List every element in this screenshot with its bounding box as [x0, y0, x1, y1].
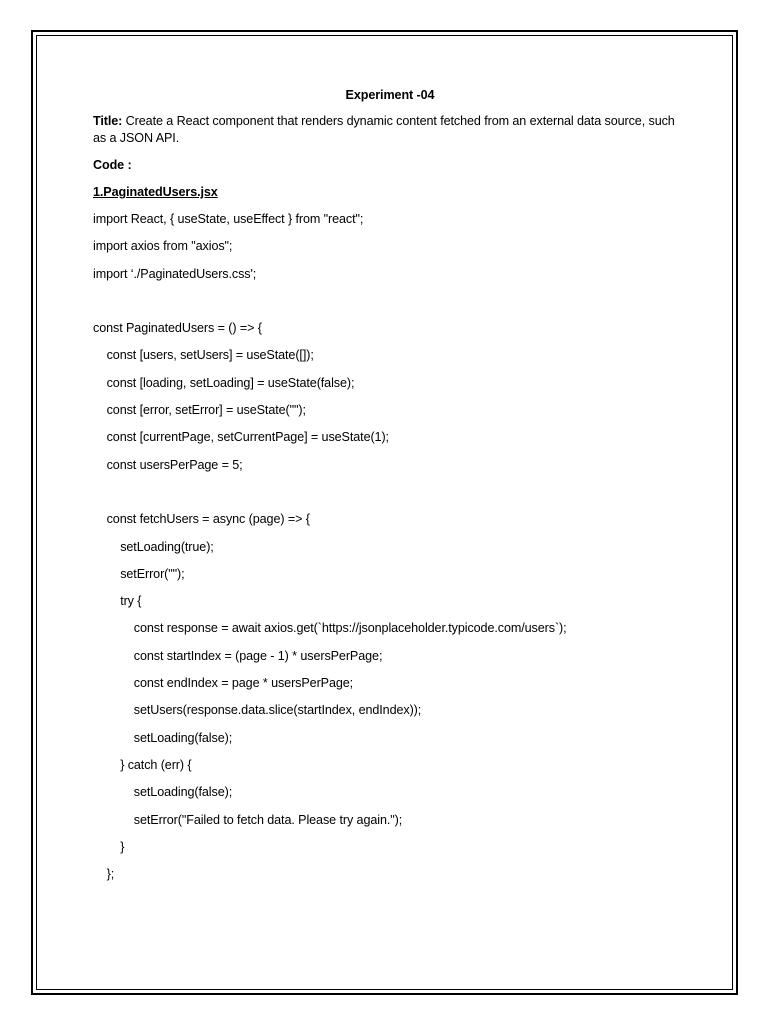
document-body [93, 86, 683, 893]
code-line: setError(""); [93, 566, 185, 581]
experiment-heading: Experiment -04 [345, 88, 435, 102]
code-line: const [loading, setLoading] = useState(false); [93, 375, 355, 390]
code-line: const [currentPage, setCurrentPage] = useState(1); [93, 430, 389, 445]
code-line: try { [93, 594, 142, 609]
code-line [93, 484, 683, 511]
code-line: const endIndex = page * usersPerPage; [93, 676, 354, 691]
code-line: const fetchUsers = async (page) => { [93, 512, 310, 527]
code-line: import React, { useState, useEffect } from "react"; [93, 212, 364, 226]
title-text: Create a React component that renders dynamic content fetched from an external data source, such as a JSON API. [93, 114, 675, 145]
code-line: const [users, setUsers] = useState([]); [93, 348, 314, 363]
code-line [93, 293, 683, 320]
code-line: const usersPerPage = 5; [93, 457, 243, 472]
code-line: const startIndex = (page - 1) * usersPerPage; [93, 648, 383, 663]
title-paragraph [93, 113, 683, 147]
code-line: }; [93, 867, 115, 882]
code-line: setError("Failed to fetch data. Please try again."); [93, 812, 403, 827]
code-line: setUsers(response.data.slice(startIndex, endIndex)); [93, 703, 422, 718]
code-line: setLoading(false); [93, 785, 233, 800]
code-line: const response = await axios.get(`https://jsonplaceholder.typicode.com/users`); [93, 621, 567, 636]
code-label: Code : [93, 158, 132, 172]
code-line: const [error, setError] = useState(""); [93, 403, 306, 418]
code-line: import ‘./PaginatedUsers.css'; [93, 266, 257, 281]
title-label: Title: [93, 114, 123, 128]
code-line: setLoading(true); [93, 539, 214, 554]
code-block [93, 211, 683, 893]
code-line: } catch (err) { [93, 757, 192, 772]
code-line: setLoading(false); [93, 730, 233, 745]
code-line: import axios from "axios"; [93, 239, 233, 254]
code-line: } [93, 839, 125, 854]
code-line: const PaginatedUsers = () => { [93, 321, 262, 336]
file-label: 1.PaginatedUsers.jsx [93, 185, 218, 199]
